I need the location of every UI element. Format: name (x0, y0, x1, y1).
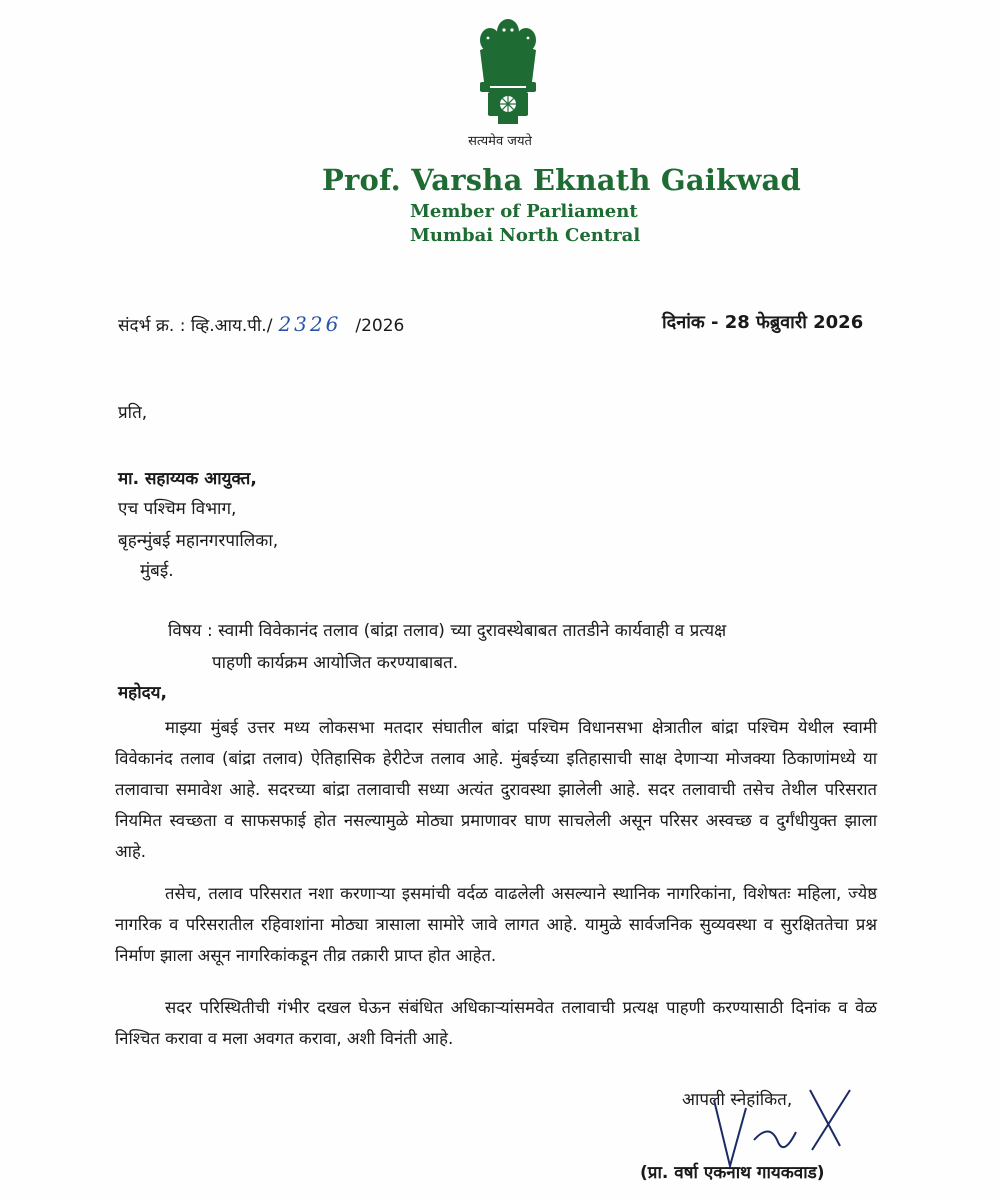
recipient-organization: बृहन्मुंबई महानगरपालिका, (118, 531, 279, 551)
subject-line-2: पाहणी कार्यक्रम आयोजित करण्याबाबत. (212, 653, 459, 673)
subject-label: विषय : (168, 621, 213, 641)
recipient-city: मुंबई. (140, 561, 174, 581)
recipient-department: एच पश्चिम विभाग, (118, 499, 237, 519)
reference-label: संदर्भ क्र. : व्हि.आय.पी./ (118, 316, 273, 336)
subject-line-1: स्वामी विवेकानंद तलाव (बांद्रा तलाव) च्या दुरावस्थेबाबत तातडीने कार्यवाही व प्रत्यक्ष (218, 621, 727, 641)
closing-line: आपली स्नेहांकित, (682, 1090, 793, 1110)
sender-designation: Member of Parliament (410, 201, 638, 222)
subject-block (168, 615, 726, 679)
sender-constituency: Mumbai North Central (410, 225, 641, 246)
salutation-to: प्रति, (118, 403, 148, 423)
letter-date: दिनांक - 28 फेब्रुवारी 2026 (662, 312, 864, 333)
signatory-name: (प्रा. वर्षा एकनाथ गायकवाड) (640, 1163, 825, 1183)
sender-name: Prof. Varsha Eknath Gaikwad (322, 163, 802, 197)
recipient-title: मा. सहाय्यक आयुक्त, (118, 469, 257, 489)
national-emblem-icon (468, 10, 548, 142)
emblem-motto: सत्यमेव जयते (468, 134, 532, 149)
greeting: महोदय, (118, 683, 167, 703)
reference-line (118, 312, 404, 336)
body-paragraph-2: तसेच, तलाव परिसरात नशा करणाऱ्या इसमांची वर्दळ वाढलेली असल्याने स्थानिक नागरिकांना, विशेषतः महिला, ज्येष्ठ नागरिक व परिसरातील रहिवाशांना मोठ्या त्रासाला सामोरे जावे लागत आहे. यामुळे सार्वजनिक सुव्यवस्था व सुरक्षिततेचा प्रश्न निर्माण झाला असून नागरिकांकडून तीव्र तक्रारी प्राप्त होत आहेत. (115, 884, 877, 965)
reference-year: /2026 (355, 316, 405, 336)
body-paragraph-3: सदर परिस्थितीची गंभीर दखल घेऊन संबंधित अधिकाऱ्यांसमवेत तलावाची प्रत्यक्ष पाहणी करण्यासाठी दिनांक व वेळ निश्चित करावा व मला अवगत करावा, अशी विनंती आहे. (115, 998, 877, 1048)
reference-number: 2326 (278, 312, 342, 336)
body-paragraph-1: माझ्या मुंबई उत्तर मध्य लोकसभा मतदार संघातील बांद्रा पश्चिम विधानसभा क्षेत्रातील बांद्रा पश्चिम येथील स्वामी विवेकानंद तलाव (बांद्रा तलाव) ऐतिहासिक हेरीटेज तलाव आहे. मुंबईच्या इतिहासाची साक्ष देणाऱ्या मोजक्या ठिकाणांमध्ये या तलावाचा समावेश आहे. सदरच्या बांद्रा तलावाची सध्या अत्यंत दुरावस्था झालेली आहे. सदर तलावाची तसेच तेथील परिसरात नियमित स्वच्छता व साफसफाई होत नसल्यामुळे मोठ्या प्रमाणावर घाण साचलेली असून परिसर अस्वच्छ व दुर्गंधीयुक्त झाला आहे. (115, 718, 877, 861)
